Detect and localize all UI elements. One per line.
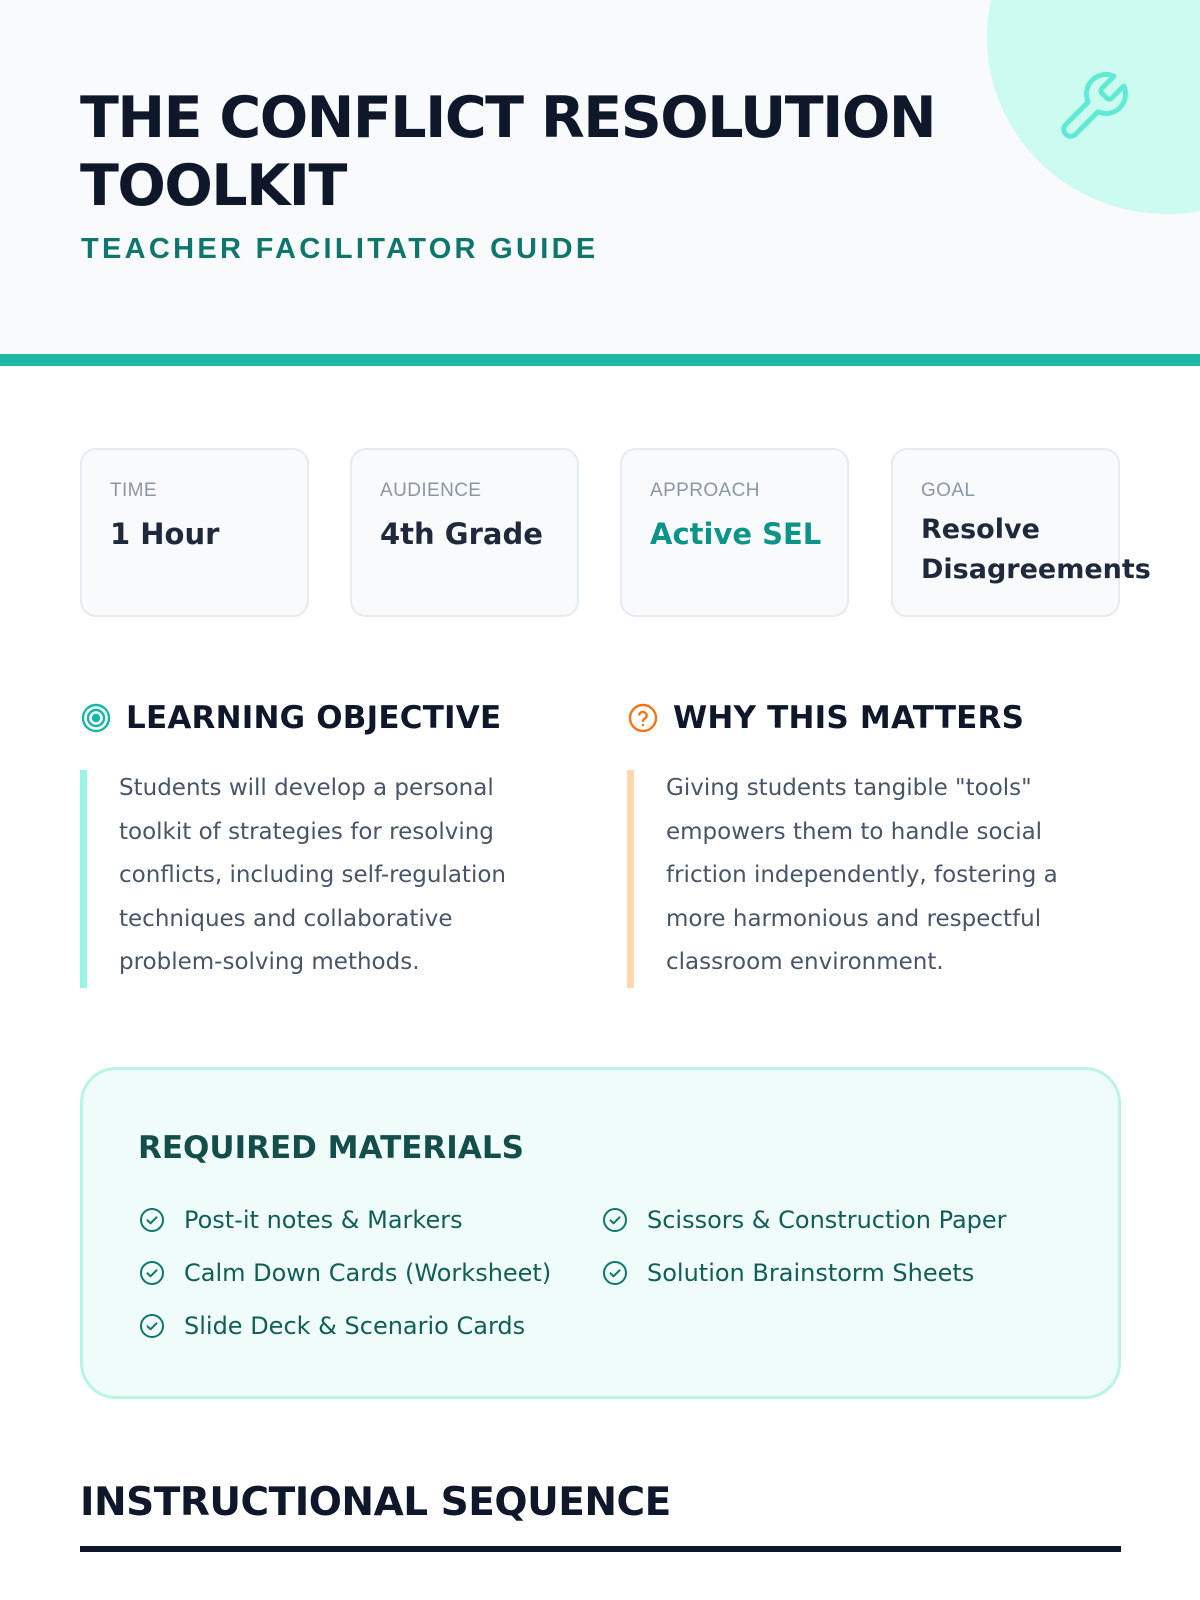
stat-card-time [80, 448, 309, 617]
why-heading [627, 700, 1024, 736]
check-circle-icon [601, 1206, 629, 1234]
page-header [0, 0, 1200, 354]
why-body [627, 770, 1087, 988]
check-circle-icon [138, 1259, 166, 1287]
objective-heading-text: LEARNING OBJECTIVE [126, 700, 502, 736]
check-circle-icon [601, 1259, 629, 1287]
stat-card-goal [891, 448, 1151, 617]
stat-value: 4th Grade [380, 517, 543, 551]
stat-label: APPROACH [650, 480, 760, 501]
materials-heading: REQUIRED MATERIALS [138, 1130, 524, 1166]
material-label: Scissors & Construction Paper [647, 1206, 1007, 1234]
check-circle-icon [138, 1206, 166, 1234]
list-item [601, 1253, 974, 1293]
wrench-icon [1054, 68, 1132, 146]
list-item [138, 1253, 551, 1293]
list-item [601, 1200, 1007, 1240]
stat-value: 1 Hour [110, 517, 220, 551]
page-title: THE CONFLICT RESOLUTION TOOLKIT [80, 85, 936, 219]
stat-label: TIME [110, 480, 157, 501]
objective-heading [80, 700, 501, 736]
target-icon [80, 702, 112, 734]
stat-value: Resolve Disagreements [921, 514, 1151, 585]
material-label: Slide Deck & Scenario Cards [184, 1312, 526, 1340]
material-label: Solution Brainstorm Sheets [647, 1259, 975, 1287]
why-heading-text: WHY THIS MATTERS [673, 700, 1025, 736]
stat-card-approach [620, 448, 849, 617]
question-circle-icon [627, 702, 659, 734]
page-subtitle: TEACHER FACILITATOR GUIDE [81, 233, 599, 265]
objective-text: Students will develop a personal toolkit of strategies for resolving conflicts, including self-regulation techniques and collaborative problem-solving methods. [119, 775, 506, 975]
stat-value: Active SEL [650, 517, 822, 551]
stat-label: AUDIENCE [380, 480, 482, 501]
objective-body [80, 770, 540, 988]
material-label: Calm Down Cards (Worksheet) [184, 1259, 552, 1287]
stat-card-audience [350, 448, 579, 617]
materials-card [80, 1067, 1121, 1399]
check-circle-icon [138, 1312, 166, 1340]
stat-label: GOAL [921, 480, 976, 501]
material-label: Post-it notes & Markers [184, 1206, 463, 1234]
why-text: Giving students tangible "tools" empowers them to handle social friction independently, fostering a more harmonious and respectful classroom environment. [666, 775, 1058, 975]
header-accent-bar [0, 354, 1200, 366]
sequence-divider [80, 1546, 1121, 1552]
sequence-heading: INSTRUCTIONAL SEQUENCE [80, 1480, 671, 1525]
list-item [138, 1200, 463, 1240]
list-item [138, 1306, 525, 1346]
